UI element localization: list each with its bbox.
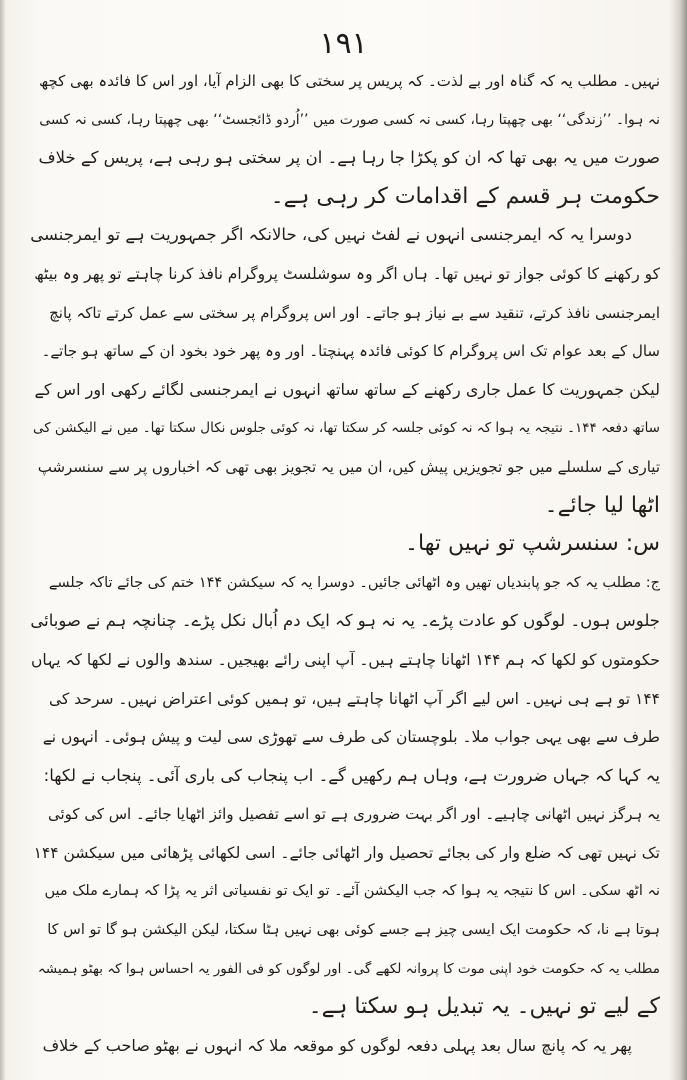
text-line: پھر یہ کہ پانچ سال بعد پہلی دفعہ لوگوں کو موقعہ ملا کہ انہوں نے بھٹو صاحب کے خلاف (42, 1035, 632, 1055)
text-line: طرف سے بھی یہی جواب ملا۔ بلوچستان کی طرف سے تھوڑی سی لیت و پیش ہوئی۔ انہوں نے (42, 728, 660, 747)
text-line: مطلب یہ کہ حکومت خود اپنی موت کا پروانہ لکھے گی۔ اور لوگوں کو فی الفور یہ احساس ہوا کہ بھٹو ہمیشہ (37, 960, 660, 977)
text-line: نہیں۔ مطلب یہ کہ گناہ اور بے لذت۔ کہ پریس پر سختی کا بھی الزام آیا، اور اس کا فائدہ بھی کچھ (38, 72, 660, 90)
text-line: ایمرجنسی نافذ کرتے، تنقید سے بے نیاز ہو جاتے۔ اور اس پروگرام پر سختی سے عمل کرتے تاکہ پانچ (49, 303, 660, 322)
text-line: لیکن جمہوریت کا عمل جاری رکھنے کے ساتھ ساتھ انہوں نے ایمرجنسی لگائے رکھی اور اس کے (34, 379, 660, 399)
text-line: ۱۴۴ تو ہے ہی نہیں۔ اس لیے اگر آپ اٹھانا چاہتے ہیں، تو ہمیں کوئی اعتراض نہیں۔ سرحد کی (49, 689, 660, 708)
text-line: ساتھ دفعہ ۱۴۴۔ نتیجہ یہ ہوا کہ نہ کوئی جلسہ کر سکتا تھا، نہ کوئی جلوس نکال سکتا تھا۔ میں نے الیکشن کی (32, 420, 660, 437)
text-line: حکومتوں کو لکھا کہ ہم ۱۴۴ اٹھانا چاہتے ہیں۔ آپ اپنی رائے بھیجیں۔ سندھ والوں نے لکھا کہ یہاں (31, 650, 660, 669)
text-line: صورت میں یہ بھی تھا کہ ان کو پکڑا جا رہا ہے۔ ان پر سختی ہو رہی ہے، پریس کے خلاف (38, 148, 660, 168)
page-left-edge (0, 0, 6, 1080)
text-line: ہوتا ہے نا، کہ حکومت ایک ایسی چیز ہے جسے کوئی بھی نہیں ہٹا سکتا، لیکن الیکشن ہو گا تو اس کا (47, 922, 660, 939)
text-line: اٹھا لیا جائے۔ (544, 492, 660, 518)
book-binding-shadow (669, 0, 687, 1080)
text-line: دوسرا یہ کہ ایمرجنسی انہوں نے لفٹ نہیں کی، حالانکہ اگر جمہوریت ہے تو ایمرجنسی (30, 225, 632, 245)
text-line: جلوس ہوں۔ لوگوں کو عادت پڑے۔ یہ نہ ہو کہ ایک دم اُبال نکل پڑے۔ چنانچہ ہم نے صوبائی (30, 611, 660, 631)
text-line: کے لیے تو نہیں۔ یہ تبدیل ہو سکتا ہے۔ (308, 994, 660, 1020)
text-line: تک نہیں تھی کہ ضلع وار کی بجائے تحصیل وار اٹھائی جائے۔ اسی لکھائی پڑھائی میں سیکشن ۱۴۴ (33, 843, 660, 862)
text-line: ج: مطلب یہ کہ جو پابندیاں تھیں وہ اٹھائی جائیں۔ دوسرا یہ کہ سیکشن ۱۴۴ ختم کی جائے تاکہ جلسے (48, 574, 660, 591)
text-line: یہ کہا کہ جہاں ضرورت ہے، وہاں ہم رکھیں گے۔ اب پنجاب کی باری آئی۔ پنجاب نے لکھا: (43, 765, 660, 785)
text-line: نہ اٹھ سکی۔ اس کا نتیجہ یہ ہوا کہ جب الیکشن آئے۔ تو ایک تو نفسیاتی اثر یہ پڑا کہ ہمارے ملک میں (44, 883, 660, 900)
text-line: تیاری کے سلسلے میں جو تجویزیں پیش کیں، ان میں یہ تجویز بھی تھی کہ اخباروں پر سے سنسرشپ (37, 457, 660, 476)
text-line: کو رکھنے کا کوئی جواز تو نہیں تھا۔ ہاں اگر وہ سوشلسٹ پروگرام نافذ کرنا چاہتے تو پھر وہ بیٹھ (34, 264, 660, 283)
page-number: ۱۹۱ (319, 26, 368, 61)
urdu-text-body (30, 62, 660, 1065)
text-line: س: سنسرشپ تو نہیں تھا۔ (405, 531, 660, 557)
text-line: سال کے بعد عوام تک اس پروگرام کا کوئی فائدہ پہنچتا۔ اور وہ پھر خود بخود ان کے ساتھ ہو جاتے۔ (41, 342, 660, 361)
text-line: یہ ہرگز نہیں اٹھانی چاہیے۔ اور اگر بہت ضروری ہے تو اسے تفصیل وائز اٹھایا جائے۔ اس کی کوئی (48, 805, 660, 824)
text-line: حکومت ہر قسم کے اقدامات کر رہی ہے۔ (270, 183, 660, 209)
text-line: نہ ہوا۔ ’’زندگی‘‘ بھی چھپتا رہا، کسی نہ کسی صورت میں ’’اُردو ڈائجسٹ‘‘ بھی چھپتا رہا، کسی نہ کسی (39, 111, 660, 128)
